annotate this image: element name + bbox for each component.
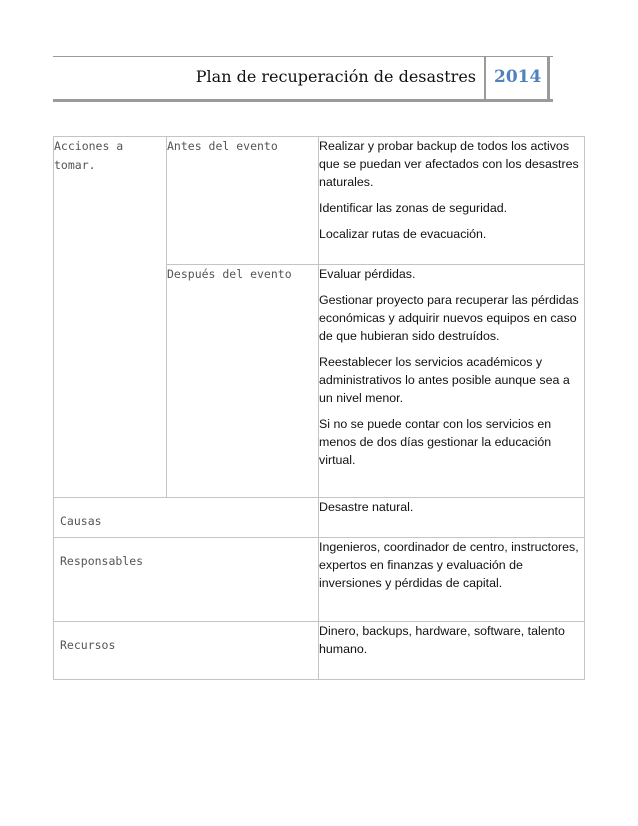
despues-content [319, 265, 585, 498]
antes-content [319, 137, 585, 265]
responsables-label: Responsables [54, 538, 319, 622]
causas-value: Desastre natural. [319, 498, 585, 538]
recursos-value: Dinero, backups, hardware, software, talento humano. [319, 622, 585, 680]
table-row-causas [54, 498, 585, 538]
despues-item: Reestablecer los servicios académicos y administrativos lo antes posible aunque sea a un nivel menor. [319, 355, 570, 405]
antes-label: Antes del evento [167, 137, 319, 265]
table-row-recursos [54, 622, 585, 680]
table-row-responsables [54, 538, 585, 622]
table-row-antes [54, 137, 585, 265]
antes-item: Identificar las zonas de seguridad. [319, 201, 508, 215]
document-title: Plan de recuperación de desastres [53, 57, 486, 100]
despues-item: Evaluar pérdidas. [319, 267, 416, 281]
despues-item: Si no se puede contar con los servicios en menos de dos días gestionar la educación virtual. [319, 417, 552, 467]
causas-label: Causas [54, 498, 319, 538]
responsables-value: Ingenieros, coordinador de centro, instructores, expertos en finanzas y evaluación de inversiones y pérdidas de capital. [319, 538, 585, 622]
antes-item: Realizar y probar backup de todos los activos que se puedan ver afectados con los desastres naturales. [319, 139, 579, 189]
antes-item: Localizar rutas de evacuación. [319, 227, 487, 241]
document-year: 2014 [487, 57, 550, 100]
recovery-plan-table [53, 136, 585, 680]
despues-label: Después del evento [167, 265, 319, 498]
despues-item: Gestionar proyecto para recuperar las pérdidas económicas y adquirir nuevos equipos en caso de que hubieran sido destruídos. [319, 293, 579, 343]
recursos-label: Recursos [54, 622, 319, 680]
acciones-label: Acciones a tomar. [54, 137, 167, 498]
document-header [53, 56, 553, 102]
